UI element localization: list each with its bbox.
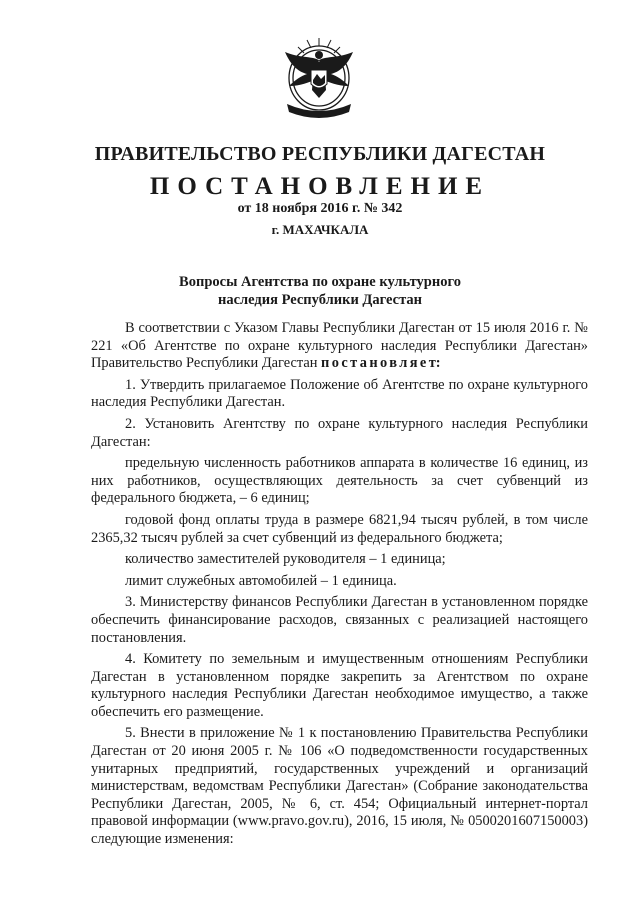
paragraph-2-item-deputies: количество заместителей руководителя – 1 единица; <box>125 551 446 568</box>
paragraph-4: 4. Комитету по земельным и имущественным отношениям Республики Дагестан в установленном порядке закрепить за Агентством по охране культурного наследия Республики Дагестан необходимое имущество, а также обеспечить его размещение. <box>91 651 588 720</box>
subject-line-1: Вопросы Агентства по охране культурного <box>179 274 461 290</box>
document-body <box>91 320 588 853</box>
government-title: ПРАВИТЕЛЬСТВО РЕСПУБЛИКИ ДАГЕСТАН <box>94 143 546 165</box>
date-and-number: от 18 ноября 2016 г. № 342 <box>237 201 403 216</box>
decree-word-end: т: <box>428 355 441 372</box>
intro-text: В соответствии с Указом Главы Республики Дагестан от 15 июля 2016 г. № 221 «Об Агентстве по охране культурного наследия Республики Дагестан» Правительство Республики Дагестан <box>91 320 588 372</box>
paragraph-2-item-staff: предельную численность работников аппарата в количестве 16 единиц, из них работников, осуществляющих деятельность за счет субвенций из федерального бюджета, – 6 единиц; <box>91 455 588 507</box>
document-type: ПОСТАНОВЛЕНИЕ <box>149 173 491 200</box>
decree-word: постановляе <box>321 355 429 372</box>
subject-line-2: наследия Республики Дагестан <box>218 292 422 308</box>
paragraph-1: 1. Утвердить прилагаемое Положение об Агентстве по охране культурного наследия Республики Дагестан. <box>91 376 588 411</box>
emblem-of-dagestan-icon <box>271 28 367 120</box>
intro-paragraph <box>91 320 588 373</box>
paragraph-3: 3. Министерству финансов Республики Дагестан в установленном порядке обеспечить финансирование расходов, связанных с реализацией настоящего постановления. <box>91 594 588 646</box>
paragraph-2-item-vehicles: лимит служебных автомобилей – 1 единица. <box>125 572 397 589</box>
city-name: г. МАХАЧКАЛА <box>271 222 369 237</box>
document-subject <box>150 273 490 309</box>
paragraph-2-item-payroll: годовой фонд оплаты труда в размере 6821,94 тысяч рублей, в том числе 2365,32 тысяч рублей за счет субвенций из федерального бюджета; <box>91 511 588 546</box>
paragraph-5: 5. Внести в приложение № 1 к постановлению Правительства Республики Дагестан от 20 июня 2005 г. № 106 «О подведомственности государственных унитарных предприятий, государственных учреждений и организаций министерствам, ведомствам Республики Дагестан» (Собрание законодательства Республики Дагестан, 2005, № 6, ст. 454; Официальный интернет-портал правовой информации (www.pravo.gov.ru), 2016, 15 июля, № 0500201607150003) следующие изменения: <box>91 725 588 848</box>
paragraph-2: 2. Установить Агентству по охране культурного наследия Республики Дагестан: <box>91 415 588 450</box>
